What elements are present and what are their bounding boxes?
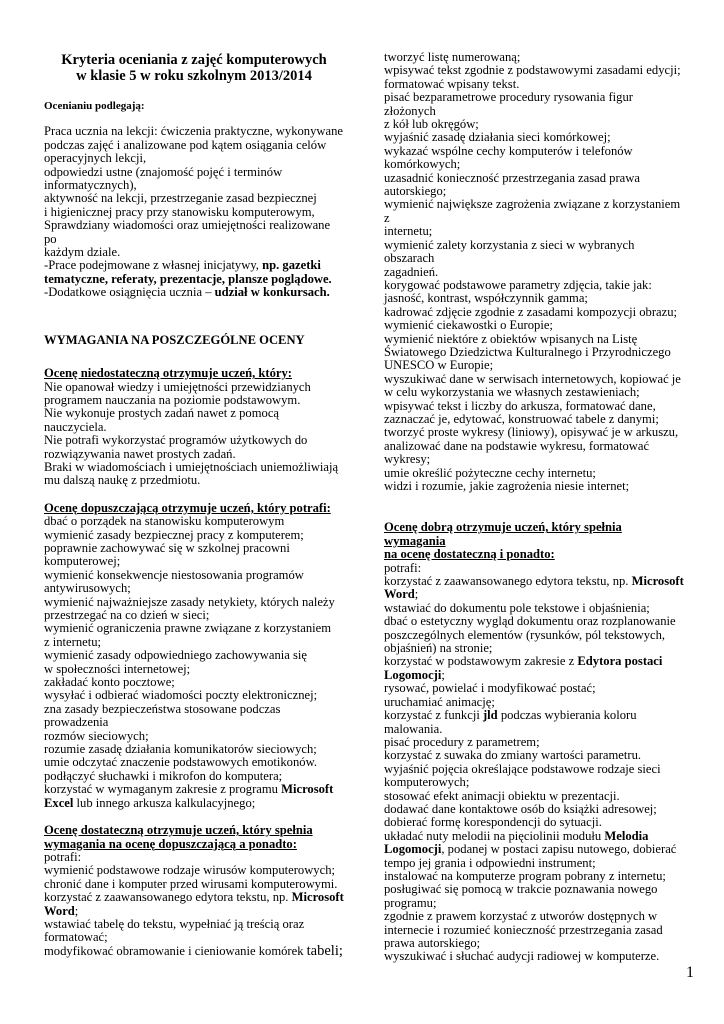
acceptable-list	[44, 515, 344, 783]
title-line-2: w klasie 5 w roku szkolnym 2013/2014	[76, 68, 312, 84]
text-line: potrafi:	[44, 849, 82, 864]
good-logomocji: Logomocji	[384, 667, 442, 682]
extra-text: -Dodatkowe osiągnięcia ucznia –	[44, 285, 215, 300]
right-top-list	[384, 51, 684, 493]
good-jld-text: korzystać z funkcji	[384, 708, 483, 723]
sufficient-last-text: modyfikować obramowanie i cieniowanie komórek	[44, 943, 307, 958]
text-line: wymienić ograniczenia prawne związane z korzystaniem	[44, 621, 332, 636]
text-line: umie określić pożyteczne cechy internetu;	[384, 465, 596, 480]
text-line: poprawnie zachowywać się w szkolnej pracowni	[44, 540, 290, 555]
text-line: umie odczytać znaczenie podstawowych emotikonów.	[44, 755, 317, 770]
text-line: korzystać z suwaka do zmiany wartości parametru.	[384, 748, 642, 763]
text-line: UNESCO w Europie;	[384, 358, 494, 373]
text-line: wstawiać do dokumentu pole tekstowe i objaśnienia;	[384, 600, 650, 615]
text-line: wykazać wspólne cechy komputerów i telefonów	[384, 143, 633, 158]
text-line: przestrzegać na co dzień w sieci;	[44, 608, 210, 622]
text-line: tworzyć proste wykresy (liniowy), opisywać je w arkuszu,	[384, 425, 679, 440]
good-melodia-text: układać nuty melodii na pięciolinii modułu	[384, 828, 605, 843]
good-melodia-1	[384, 830, 684, 843]
text-line: objaśnień) na stronie;	[384, 641, 493, 656]
good-logo-bold: Edytora postaci	[577, 654, 663, 669]
good-logo-1	[384, 655, 684, 668]
sufficient-list	[44, 851, 344, 891]
text-line: wyjaśnić pojęcia określające podstawowe rodzaje sieci	[384, 761, 661, 776]
good-jld-1	[384, 709, 684, 722]
text-line: wymienić największe zagrożenia związane z korzystaniem z	[384, 197, 681, 225]
good-melodia-bold: Melodia	[604, 828, 649, 843]
text-line: poszczególnych elementów (rysunków, pól tekstowych,	[384, 627, 666, 642]
text-line: uzasadnić konieczność przestrzegania zasad prawa	[384, 170, 640, 185]
text-line: komórkowych;	[384, 157, 461, 172]
sufficient-word-1	[44, 891, 344, 904]
text-line: dbać o porządek na stanowisku komputerowym	[44, 514, 285, 529]
good-word-2	[384, 588, 684, 601]
text-line: podłączyć słuchawki i mikrofon do komputera;	[44, 768, 283, 783]
text-line: uruchamiać animację;	[384, 694, 495, 709]
text-line: rozwiązywania nawet prostych zadań.	[44, 446, 236, 461]
text-line: wymienić zalety korzystania z sieci w wybranych obszarach	[384, 237, 635, 266]
text-line: wyszukiwać i słuchać audycji radiowej w komputerze.	[384, 949, 660, 964]
document-title	[44, 52, 344, 84]
sufficient-last-big: tabeli;	[306, 942, 343, 959]
text-line: wymienić ciekawostki o Europie;	[384, 318, 553, 333]
text-line: autorskiego;	[384, 184, 447, 199]
text-line: wykresy;	[384, 452, 431, 467]
text-line: zna zasady bezpieczeństwa stosowane podczas prowadzenia	[44, 701, 281, 730]
text-line: wymienić konsekwencje niestosowania programów	[44, 567, 304, 582]
good-list-1	[384, 602, 684, 656]
insufficient-heading: Ocenę niedostateczną otrzymuje uczeń, który:	[44, 366, 292, 381]
text-line: posługiwać się pomocą w trakcie poznawania nowego	[384, 882, 658, 897]
text-line: pisać bezparametrowe procedury rysowania figur złożonych	[384, 90, 633, 118]
text-line: chronić dane i komputer przed wirusami komputerowymi.	[44, 876, 338, 891]
sufficient-word-semi: ;	[74, 903, 79, 918]
good-logo-text: korzystać w podstawowym zakresie z	[384, 654, 578, 669]
good-jld-bold: jld	[482, 708, 498, 723]
extra-bold: udział w konkursach.	[214, 285, 330, 300]
text-line: zgodnie z prawem korzystać z utworów dostępnych w	[384, 909, 658, 924]
text-line: Sprawdziany wiadomości oraz umiejętności realizowane po	[44, 218, 331, 246]
acceptable-heading: Ocenę dopuszczającą otrzymuje uczeń, który potrafi:	[44, 500, 331, 515]
good-list-4	[384, 857, 684, 964]
text-line: dobierać formę korespondencji do sytuacji.	[384, 815, 602, 830]
text-line: instalować na komputerze program pobrany z internetu;	[384, 868, 666, 883]
good-potrafi: potrafi:	[384, 560, 422, 575]
text-line: w celu wykorzystania we własnych zestawieniach;	[384, 385, 640, 400]
assessed-list	[44, 125, 344, 259]
text-line: programem nauczania na poziomie podstawowym.	[44, 392, 301, 407]
text-line: wymienić niektóre z obiektów wpisanych na Listę	[384, 331, 638, 346]
text-line: kadrować zdjęcie zgodnie z zasadami kompozycji obrazu;	[384, 304, 678, 319]
assessed-label: Ocenianiu podlegają:	[44, 100, 145, 112]
text-line: analizować dane na podstawie wykresu, formatować	[384, 438, 650, 453]
text-line: stosować efekt animacji obiektu w prezentacji.	[384, 788, 620, 803]
own-work-line-1	[44, 259, 344, 272]
good-jld-2: malowania.	[384, 721, 443, 736]
text-line: podczas zajęć i analizowane pod kątem osiągania celów	[44, 137, 327, 152]
sufficient-heading-2: wymagania na ocenę dopuszczającą a ponadto:	[44, 836, 297, 851]
acceptable-last-text: korzystać w wymaganym zakresie z programu	[44, 782, 282, 797]
text-line: wyszukiwać dane w serwisach internetowych, kopiować je	[384, 371, 681, 386]
text-line: zakładać konto pocztowe;	[44, 675, 175, 690]
text-line: wyjaśnić zasadę działania sieci komórkowej;	[384, 130, 611, 145]
title-line-1: Kryteria oceniania z zajęć komputerowych	[61, 52, 327, 68]
text-line: w społeczności internetowej;	[44, 661, 191, 676]
text-line: komputerowych;	[384, 775, 470, 790]
extra-line	[44, 286, 344, 299]
text-line: wpisywać tekst zgodnie z podstawowymi zasadami edycji;	[384, 63, 681, 78]
text-line: zaznaczać je, edytować, konstruować tabele z danymi;	[384, 411, 659, 426]
text-line: rozmów sieciowych;	[44, 728, 149, 743]
good-word-semi: ;	[414, 587, 419, 602]
text-line: wymienić podstawowe rodzaje wirusów komputerowych;	[44, 863, 335, 878]
own-work-line-2: tematyczne, referaty, prezentacje, plansze poglądowe.	[44, 271, 332, 286]
own-work-text: -Prace podejmowane z własnej inicjatywy,	[44, 258, 263, 273]
page-number: 1	[686, 964, 694, 981]
text-line: Nie potrafi wykorzystać programów użytkowych do	[44, 433, 308, 448]
text-line: komputerowej;	[44, 554, 121, 569]
good-logo-2	[384, 669, 684, 682]
own-work-bold: np. gazetki	[262, 258, 321, 273]
text-line: wpisywać tekst i liczby do arkusza, formatować dane,	[384, 398, 656, 413]
text-line: Praca ucznia na lekcji: ćwiczenia praktyczne, wykonywane	[44, 124, 343, 139]
good-jld-rest: podczas wybierania koloru	[497, 708, 637, 723]
sufficient-last	[44, 942, 344, 959]
good-word-text: korzystać z zaawansowanego edytora tekstu, np.	[384, 574, 632, 589]
text-line: tworzyć listę numerowaną;	[384, 50, 521, 64]
good-heading-2: na ocenę dostateczną i ponadto:	[384, 547, 555, 562]
text-line: rysować, powielać i modyfikować postać;	[384, 681, 596, 696]
text-line: Braki w wiadomościach i umiejętnościach uniemożliwiają	[44, 459, 339, 474]
good-list-2	[384, 682, 684, 709]
text-line: z kół lub okręgów;	[384, 117, 479, 132]
text-line: z internetu;	[44, 634, 101, 649]
text-line: internetu;	[384, 224, 433, 239]
text-line: rozumie zasadę działania komunikatorów sieciowych;	[44, 742, 317, 757]
right-column	[384, 51, 684, 964]
text-line: wymienić zasady bezpiecznej pracy z komputerem;	[44, 527, 304, 542]
text-line: dodawać dane kontaktowe osób do książki adresowej;	[384, 801, 657, 816]
text-line: pisać procedury z parametrem;	[384, 734, 540, 749]
sufficient-word-bold: Microsoft	[291, 890, 344, 905]
text-line: wstawiać tabelę do tekstu, wypełniać ją treścią oraz	[44, 916, 305, 931]
text-line: korygować podstawowe parametry zdjęcia, takie jak:	[384, 277, 652, 292]
acceptable-excel-rest: lub innego arkusza kalkulacyjnego;	[73, 795, 256, 810]
text-line: każdym dziale.	[44, 245, 121, 260]
text-line: wymienić zasady odpowiedniego zachowywania się	[44, 648, 307, 663]
sufficient-heading-1: Ocenę dostateczną otrzymuje uczeń, który spełnia	[44, 823, 313, 838]
text-line: prawa autorskiego;	[384, 936, 481, 950]
sufficient-word-word: Word	[44, 903, 75, 918]
text-line: zagadnień.	[384, 264, 439, 279]
acceptable-last-1	[44, 783, 344, 796]
good-word-1	[384, 575, 684, 588]
requirements-heading: WYMAGANIA NA POSZCZEGÓLNE OCENY	[44, 332, 305, 347]
text-line: tempo jej grania i odpowiedni instrument;	[384, 855, 596, 870]
text-line: odpowiedzi ustne (znajomość pojęć i terminów	[44, 164, 283, 179]
sufficient-word-text: korzystać z zaawansowanego edytora tekstu, np.	[44, 890, 292, 905]
text-line: Nie wykonuje prostych zadań nawet z pomocą nauczyciela.	[44, 406, 280, 434]
good-melodia-2	[384, 843, 684, 856]
text-line: jasność, kontrast, współczynnik gamma;	[384, 291, 588, 306]
good-word-bold: Microsoft	[631, 574, 684, 589]
text-line: formatować;	[44, 930, 108, 945]
text-line: wymienić najważniejsze zasady netykiety, których należy	[44, 594, 335, 609]
good-list-3	[384, 736, 684, 830]
text-line: informatycznych),	[44, 178, 137, 193]
text-line: widzi i rozumie, jakie zagrożenia niesie internet;	[384, 479, 630, 493]
left-column	[44, 48, 344, 958]
acceptable-last-bold: Microsoft	[281, 782, 334, 797]
text-line: antywirusowych;	[44, 581, 131, 596]
text-line: formatować wpisany tekst.	[384, 76, 520, 91]
good-logo-semi: ;	[441, 667, 445, 682]
insufficient-list	[44, 381, 344, 488]
text-line: Światowego Dziedzictwa Kulturalnego i Przyrodniczego	[384, 344, 671, 359]
text-line: Nie opanował wiedzy i umiejętności przewidzianych	[44, 379, 311, 394]
good-melodia-rest: , podanej w postaci zapisu nutowego, dobierać	[441, 842, 677, 857]
text-line: dbać o estetyczny wygląd dokumentu oraz rozplanowanie	[384, 614, 676, 629]
good-heading-1: Ocenę dobrą otrzymuje uczeń, który spełnia wymagania	[384, 520, 622, 548]
text-line: programu;	[384, 895, 437, 910]
text-line: i higienicznej pracy przy stanowisku komputerowym,	[44, 204, 315, 219]
acceptable-last-2	[44, 797, 344, 810]
text-line: operacyjnych lekcji,	[44, 151, 147, 166]
text-line: wysyłać i odbierać wiadomości poczty elektronicznej;	[44, 688, 318, 703]
text-line: aktywność na lekcji, przestrzeganie zasad bezpiecznej	[44, 191, 317, 206]
good-melodia-logomocji: Logomocji	[384, 842, 442, 857]
text-line: mu dalszą naukę z przedmiotu.	[44, 473, 201, 488]
sufficient-word-2	[44, 905, 344, 918]
sufficient-list-2	[44, 918, 344, 945]
text-line: internecie i rozumieć konieczność przestrzegania zasad	[384, 922, 663, 937]
good-word-word: Word	[384, 587, 415, 602]
acceptable-excel: Excel	[44, 795, 74, 810]
